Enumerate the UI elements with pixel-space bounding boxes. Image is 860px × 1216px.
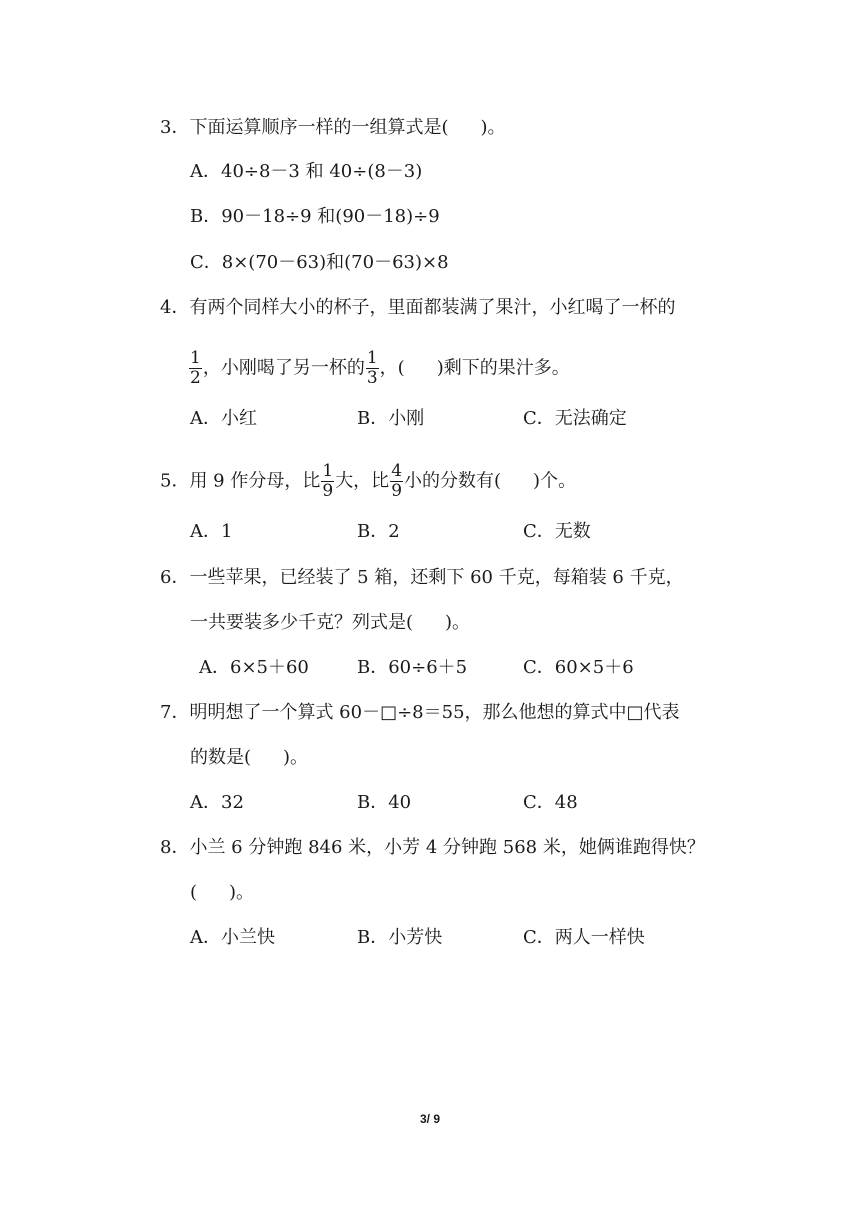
question-7-option-c: C．48: [523, 792, 578, 813]
question-8-option-a: A．小兰快: [190, 927, 275, 948]
question-4-option-c: C．无法确定: [523, 408, 627, 429]
question-6-stem-line1: 6．一些苹果，已经装了 5 箱，还剩下 60 千克，每箱装 6 千克，: [160, 567, 684, 588]
question-text: ．有两个同样大小的杯子，里面都装满了果汁，小红喝了一杯的: [171, 297, 676, 318]
question-3-option-a: A．40÷8－3 和 40÷(8－3): [190, 161, 423, 182]
fraction-one-half: $\frac{1}{2}$: [190, 348, 201, 388]
question-5-option-a: A．1: [190, 521, 233, 542]
question-4-stem-line2: $\frac{1}{2}$ ，小刚喝了另一杯的 $\frac{1}{3}$ ，( )剩下的果汁多。: [190, 348, 570, 388]
question-6-option-c: C．60×5＋6: [523, 657, 634, 678]
question-3-option-c: C．8×(70－63)和(70－63)×8: [190, 252, 449, 273]
question-7-option-b: B．40: [357, 792, 412, 813]
question-5-option-b: B．2: [357, 521, 400, 542]
question-7-stem-line1: 7．明明想了一个算式 60－□÷8＝55，那么他想的算式中□代表: [160, 702, 680, 723]
question-number: 3: [160, 117, 172, 138]
question-7-option-a: A．32: [190, 792, 244, 813]
question-7-stem-line2: 的数是( )。: [190, 747, 309, 768]
question-number: 5: [160, 470, 172, 492]
question-text: ．下面运算顺序一样的一组算式是(: [171, 117, 449, 138]
fraction-four-ninths: $\frac{4}{9}$: [391, 461, 403, 501]
question-number: 7: [160, 702, 172, 723]
fraction-one-third: $\frac{1}{3}$: [366, 348, 378, 388]
question-number: 6: [160, 567, 172, 588]
question-3-option-b: B．90－18÷9 和(90－18)÷9: [190, 206, 440, 227]
question-5-stem: 5．用 9 作分母，比 $\frac{1}{9}$ 大，比 $\frac{4}{9}$ 小的分数有( )个。: [160, 461, 577, 501]
question-6-option-b: B．60÷6＋5: [357, 657, 468, 678]
question-4-option-a: A．小红: [190, 408, 257, 429]
question-6-stem-line2: 一共要装多少千克？列式是( )。: [190, 612, 471, 633]
question-5-option-c: C．无数: [523, 521, 591, 542]
question-8-option-c: C．两人一样快: [523, 927, 645, 948]
page-number: 3/ 9: [419, 1112, 440, 1126]
question-8-stem-line1: 8．小兰 6 分钟跑 846 米，小芳 4 分钟跑 568 米，她俩谁跑得快？: [160, 837, 705, 858]
question-3-stem: 3．下面运算顺序一样的一组算式是( )。: [160, 117, 506, 138]
question-4-stem-line1: [160, 296, 675, 320]
question-number: 8: [160, 837, 172, 858]
fraction-one-ninth: $\frac{1}{9}$: [322, 461, 334, 501]
question-8-option-b: B．小芳快: [357, 927, 443, 948]
question-6-option-a: A．6×5＋60: [199, 657, 309, 678]
question-number: 4: [160, 297, 172, 318]
question-4-option-b: B．小刚: [357, 408, 425, 429]
question-8-stem-line2: ( )。: [190, 882, 255, 903]
